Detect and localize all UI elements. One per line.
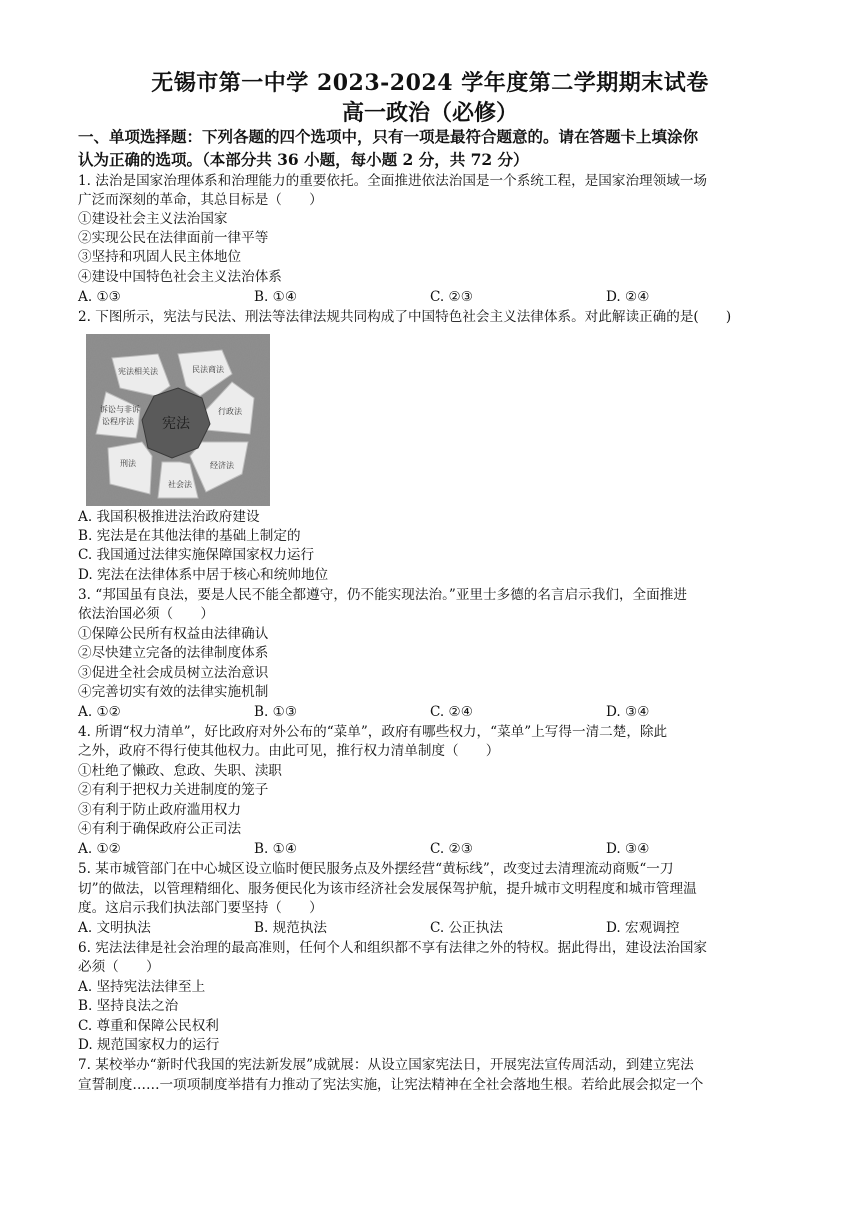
q2-stem-line1: 2. 下图所示，宪法与民法、刑法等法律法规共同构成了中国特色社会主义法律体系。对此解读正确的是( ) [78, 309, 732, 325]
q4-item: ①杜绝了懒政、怠政、失职、渎职 [78, 763, 282, 779]
q5-stem-line3: 度。这启示我们执法部门要坚持（ ） [78, 900, 323, 916]
section-heading-line1: 一、单项选择题：下列各题的四个选项中，只有一项是最符合题意的。请在答题卡上填涂你 [78, 127, 699, 146]
q3-item: ④完善切实有效的法律实施机制 [78, 684, 269, 700]
segment-label: 行政法 [218, 407, 242, 416]
q6-option-d: D. 规范国家权力的运行 [78, 1037, 220, 1053]
q3-item: ①保障公民所有权益由法律确认 [78, 626, 269, 642]
q4-stem-line1: 4. 所谓“权力清单”，好比政府对外公布的“菜单”，政府有哪些权力，“菜单”上写得一清二楚，除此 [78, 724, 668, 740]
q3-item: ③促进全社会成员树立法治意识 [78, 665, 269, 681]
segment-label: 刑法 [120, 459, 136, 468]
q1-option-b: B. ①④ [254, 289, 298, 305]
q1-item: ③坚持和巩固人民主体地位 [78, 249, 242, 265]
q4-item: ③有利于防止政府滥用权力 [78, 802, 242, 818]
legal-system-diagram [86, 334, 270, 506]
segment-label: 诉讼与非诉 [100, 405, 140, 414]
q6-option-b: B. 坚持良法之治 [78, 998, 179, 1014]
q7-stem-line1: 7. 某校举办“新时代我国的宪法新发展”成就展：从设立国家宪法日，开展宪法宣传周活动，到建立宪法 [78, 1057, 694, 1073]
q4-item: ②有利于把权力关进制度的笼子 [78, 782, 269, 798]
q6-stem-line2: 必须（ ） [78, 959, 160, 975]
q3-option-c: C. ②④ [430, 704, 473, 720]
q5-option-b: B. 规范执法 [254, 920, 328, 936]
q6-option-a: A. 坚持宪法法律至上 [78, 979, 206, 995]
q7-stem-line2: 宣誓制度……一项项制度举措有力推动了宪法实施，让宪法精神在全社会落地生根。若给此展会拟定一个 [78, 1077, 704, 1093]
q5-option-a: A. 文明执法 [78, 920, 151, 936]
q1-option-a: A. ①③ [78, 289, 121, 305]
q3-stem-line2: 依法治国必须（ ） [78, 606, 214, 622]
q4-option-a: A. ①② [78, 841, 121, 857]
q3-item: ②尽快建立完备的法律制度体系 [78, 645, 269, 661]
q6-stem-line1: 6. 宪法法律是社会治理的最高准则，任何个人和组织都不享有法律之外的特权。据此得出，建设法治国家 [78, 940, 708, 956]
q3-stem-line1: 3. “邦国虽有良法，要是人民不能全都遵守，仍不能实现法治。”亚里士多德的名言启示我们，全面推进 [78, 587, 687, 603]
segment-label: 经济法 [210, 461, 234, 470]
q3-option-a: A. ①② [78, 704, 121, 720]
q1-option-c: C. ②③ [430, 289, 473, 305]
exam-title: 无锡市第一中学 2023-2024 学年度第二学期期末试卷 [151, 70, 709, 96]
core-label: 宪法 [162, 416, 190, 432]
q2-option-b: B. 宪法是在其他法律的基础上制定的 [78, 528, 301, 544]
q5-option-d: D. 宏观调控 [606, 920, 680, 936]
segment-label: 宪法相关法 [118, 367, 158, 376]
q1-stem-line1: 1. 法治是国家治理体系和治理能力的重要依托。全面推进依法治国是一个系统工程，是国家治理领域一场 [78, 173, 708, 189]
section-heading-line2: 认为正确的选项。（本部分共 36 小题，每小题 2 分，共 72 分） [78, 150, 529, 169]
q5-option-c: C. 公正执法 [430, 920, 503, 936]
q1-item: ④建设中国特色社会主义法治体系 [78, 269, 282, 285]
q5-stem-line2: 切”的做法，以管理精细化、服务便民化为该市经济社会发展保驾护航，提升城市文明程度和城市管理温 [78, 881, 697, 897]
q4-stem-line2: 之外，政府不得行使其他权力。由此可见，推行权力清单制度（ ） [78, 743, 500, 759]
q3-option-b: B. ①③ [254, 704, 298, 720]
q4-option-b: B. ①④ [254, 841, 298, 857]
segment-label: 民法商法 [192, 365, 224, 374]
q5-stem-line1: 5. 某市城管部门在中心城区设立临时便民服务点及外摆经营“黄标线”，改变过去清理流动商贩“一刀 [78, 861, 674, 877]
q1-item: ①建设社会主义法治国家 [78, 211, 228, 227]
q3-option-d: D. ③④ [606, 704, 650, 720]
q1-stem-line2: 广泛而深刻的革命，其总目标是（ ） [78, 192, 323, 208]
q1-item: ②实现公民在法律面前一律平等 [78, 230, 269, 246]
q2-option-a: A. 我国积极推进法治政府建设 [78, 509, 260, 525]
q1-option-d: D. ②④ [606, 289, 650, 305]
q4-item: ④有利于确保政府公正司法 [78, 821, 242, 837]
segment-label: 讼程序法 [102, 417, 134, 426]
q6-option-c: C. 尊重和保障公民权利 [78, 1018, 219, 1034]
q2-option-c: C. 我国通过法律实施保障国家权力运行 [78, 547, 315, 563]
q2-option-d: D. 宪法在法律体系中居于核心和统帅地位 [78, 567, 329, 583]
q4-option-d: D. ③④ [606, 841, 650, 857]
exam-subtitle: 高一政治（必修） [341, 100, 518, 126]
segment-label: 社会法 [168, 480, 192, 489]
q4-option-c: C. ②③ [430, 841, 473, 857]
